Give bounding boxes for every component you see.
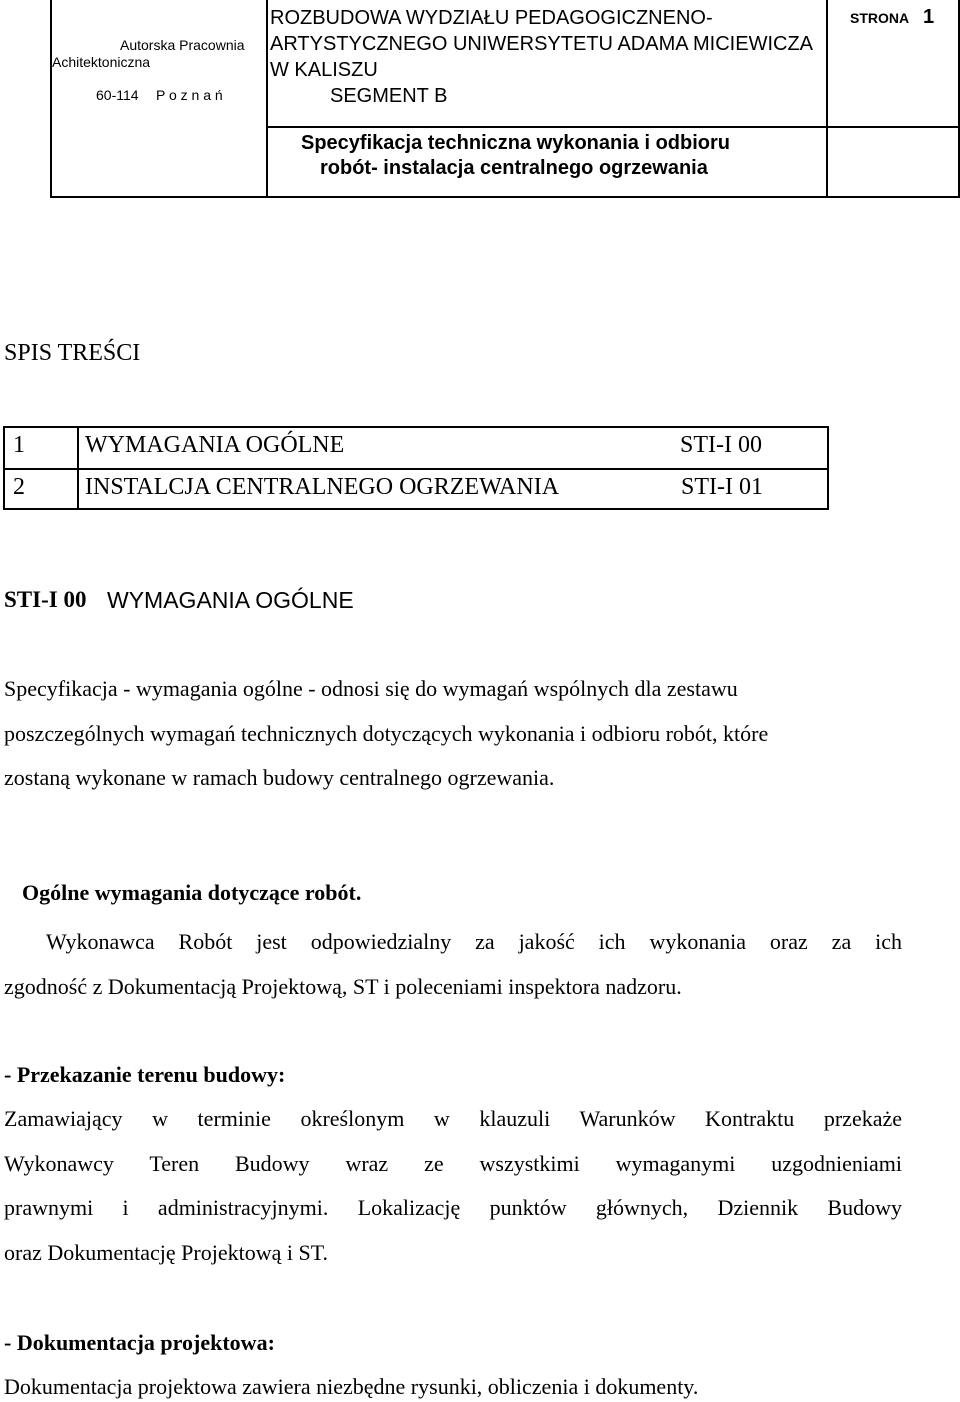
toc-row-1-name: WYMAGANIA OGÓLNE: [85, 432, 345, 458]
office-postcode: 60-114: [96, 87, 139, 103]
page-label: STRONA: [850, 10, 910, 26]
project-title-line1: ROZBUDOWA WYDZIAŁU PEDAGOGICZNENO-: [270, 7, 713, 29]
site-line-1: [4, 1106, 902, 1132]
toc-row-1-code: STI-I 00: [680, 432, 762, 458]
project-docs-line-1: Dokumentacja projektowa zawiera niezbędne rysunki, obliczenia i dokumenty.: [4, 1374, 699, 1399]
site-handover-heading: - Przekazanie terenu budowy:: [4, 1062, 286, 1087]
header-divider-left: [266, 0, 268, 198]
header-divider-horizontal: [266, 126, 960, 128]
spec-title-line2: robót- instalacja centralnego ogrzewania: [320, 157, 708, 179]
project-title-line2: ARTYSTYCZNEGO UNIWERSYTETU ADAMA MICIEWICZA: [270, 33, 814, 55]
segment-label: SEGMENT B: [330, 85, 448, 107]
header-divider-right: [826, 0, 828, 198]
intro-line-3: zostaną wykonane w ramach budowy centralnego ogrzewania.: [4, 765, 555, 790]
section-title: WYMAGANIA OGÓLNE: [107, 587, 354, 613]
project-docs-heading: - Dokumentacja projektowa:: [4, 1330, 275, 1355]
document-header: [50, 0, 960, 198]
toc-row-2-number: 2: [13, 474, 25, 500]
site-line-1-text: Zamawiający w terminie określonym w klauzuli Warunków Kontraktu przekaże: [4, 1106, 902, 1131]
site-line-4: oraz Dokumentację Projektową i ST.: [4, 1240, 328, 1265]
intro-line-1: Specyfikacja - wymagania ogólne - odnosi się do wymagań wspólnych dla zestawu: [4, 676, 738, 701]
toc-title: SPIS TREŚCI: [4, 340, 141, 366]
toc-table: [3, 426, 829, 510]
office-name-line1: Autorska Pracownia: [120, 37, 245, 53]
toc-row-2-name: INSTALCJA CENTRALNEGO OGRZEWANIA: [85, 474, 560, 500]
site-line-3: [4, 1195, 902, 1221]
office-city: P o z n a ń: [156, 87, 223, 103]
page-number: 1: [923, 6, 935, 28]
general-requirements-heading: Ogólne wymagania dotyczące robót.: [22, 880, 362, 905]
site-line-3-text: prawnymi i administracyjnymi. Lokalizację punktów głównych, Dziennik Budowy: [4, 1195, 902, 1220]
site-line-2-text: Wykonawcy Teren Budowy wraz ze wszystkimi wymaganymi uzgodnieniami: [4, 1151, 902, 1176]
intro-line-2: poszczególnych wymagań technicznych dotyczących wykonania i odbioru robót, które: [4, 721, 769, 746]
toc-row-1-number: 1: [13, 432, 25, 458]
spec-title-line1: Specyfikacja techniczna wykonania i odbioru: [301, 132, 731, 154]
general-line-1-text: Wykonawca Robót jest odpowiedzialny za jakość ich wykonania oraz za ich: [46, 929, 902, 954]
office-name-line2: Achitektoniczna: [52, 54, 151, 70]
general-line-1: [46, 929, 902, 955]
section-code: STI-I 00: [4, 587, 87, 612]
site-line-2: [4, 1151, 902, 1177]
toc-row-divider: [5, 468, 827, 470]
toc-row-2-code: STI-I 01: [681, 474, 763, 500]
general-line-2: zgodność z Dokumentacją Projektową, ST i poleceniami inspektora nadzoru.: [4, 974, 682, 999]
project-title-line3: W KALISZU: [270, 59, 378, 81]
